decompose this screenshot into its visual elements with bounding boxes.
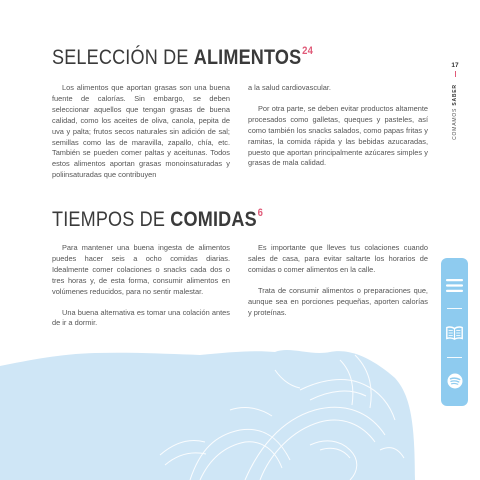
title-light: TIEMPOS DE [52,208,171,231]
accent-rule [455,71,456,77]
paragraph: a la salud cardiovascular. [248,83,331,92]
paragraph: Los alimentos que aportan grasas son una buena fuente de calorías. Sin embargo, se deben seleccionar aquellos que tengan grasas de buena calidad, como los aceites de oliva, canola, pepita de uva y palta; frutos secos naturales sin adición de sal; semillas como las de maravilla, zapallo, chía, etc. También se pueden comer paltas y aceitunas. Todos estos alimentos aportan grasas monoinsaturadas y poliinsaturadas que contribuyen [52,83,230,180]
paragraph: Una buena alternativa es tomar una colación antes de ir a dormir. [52,307,230,328]
title-bold: COMIDAS [170,208,257,231]
menu-icon [446,278,463,293]
side-navigation-panel [441,258,468,406]
title-bold: ALIMENTOS [193,46,302,69]
paragraph: Por otra parte, se deben evitar productos altamente procesados como galletas, queques y pasteles, así como también los snacks salados, como papas fritas y ramitas, la comida rápida y las bebidas azucaradas, puesto que aportan principalmente azúcares simples y grasas de mala calidad. [248,103,428,168]
menu-button[interactable] [446,277,463,294]
running-title-light: COMAMOS [452,105,458,140]
paragraph: Trata de consumir alimentos o preparaciones que, aunque sea en porciones pequeñas, aporten calorías y proteínas. [248,285,428,317]
separator [447,357,462,358]
title-light: SELECCIÓN DE [52,46,194,69]
running-header [449,62,461,140]
section-title-comidas [52,208,263,232]
spotify-button[interactable] [446,372,463,389]
paragraph: Para mantener una buena ingesta de alimentos puedes hacer seis a ocho comidas diarias. Idealmente comer colaciones o snacks cada dos o tres horas y, de esta forma, consumir alimentos en volúmenes reducidos, para no sentir malestar. [52,243,230,296]
section2-column-right [248,243,428,328]
page-number: 17 [451,62,459,69]
running-title [452,84,458,140]
section-title-alimentos [52,46,313,70]
separator [447,308,462,309]
floral-illustration [0,350,415,480]
section2-column-left [52,243,230,339]
spotify-icon [447,373,463,389]
section1-column-left [52,83,230,191]
section1-column-right [248,83,428,179]
reference-superscript: 24 [302,45,314,57]
book-button[interactable] [446,324,463,341]
running-title-bold: SABER [452,84,458,106]
paragraph: Es importante que lleves tus colaciones cuando sales de casa, para evitar saltarte los horarios de comidas o comer alimentos en la calle. [248,243,428,274]
reference-superscript: 6 [257,207,264,219]
book-icon [446,326,463,340]
